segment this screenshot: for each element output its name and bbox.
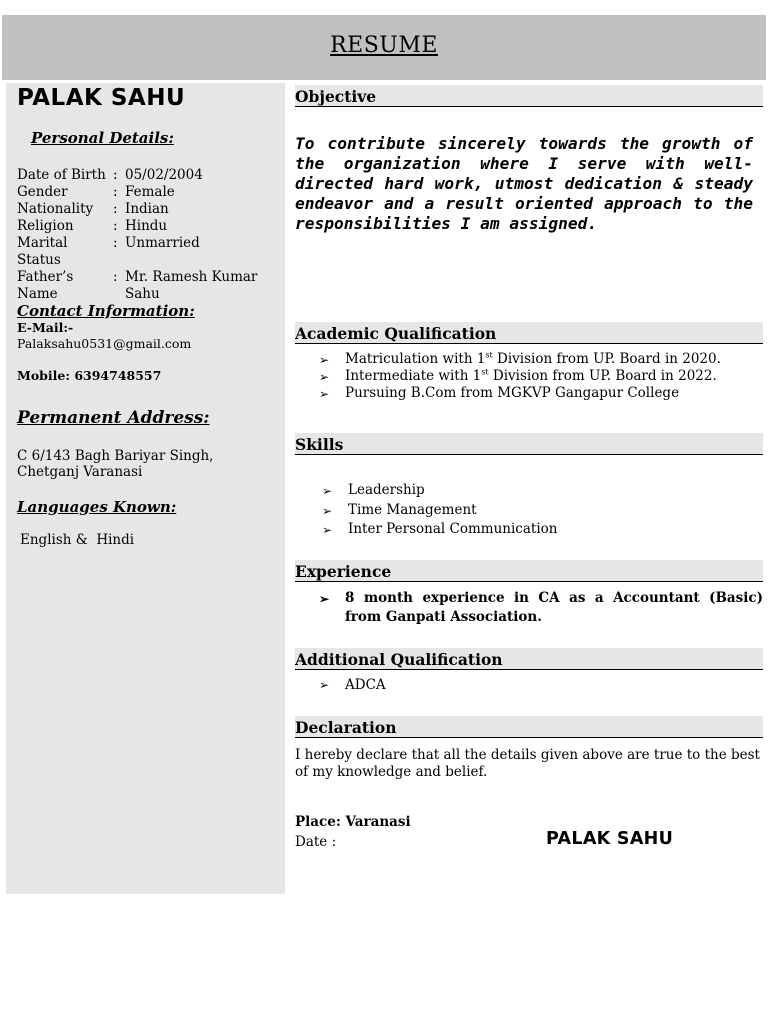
personal-label: Religion [17,218,74,234]
colon: : [113,184,118,200]
arrow-bullet-icon: ➢ [319,387,330,401]
left-sidebar [6,83,285,894]
additional-heading: Additional Qualification [295,650,503,669]
arrow-bullet-icon: ➢ [322,503,333,518]
ordinal-suffix: st [485,350,493,360]
resume-title: RESUME [330,33,438,58]
personal-row [17,235,265,269]
email-value: Palaksahu0531@gmail.com [17,336,192,351]
list-item [317,368,721,385]
skill-text: Leadership [348,482,425,498]
colon: : [113,218,118,234]
address-heading: Permanent Address: [17,408,210,428]
personal-label: Nationality [17,201,94,217]
place-line: Place: Varanasi [295,814,411,830]
personal-value: Mr. Ramesh Kumar Sahu [125,269,258,302]
personal-label: Marital Status [17,235,68,268]
objective-heading: Objective [295,87,377,106]
personal-value: Indian [125,201,169,217]
personal-label: Gender [17,184,68,200]
email-label: E-Mail:- [17,320,74,335]
skills-heading: Skills [295,435,344,454]
skill-text: Time Management [348,501,477,518]
skill-text: Inter Personal Communication [348,521,558,537]
personal-label: Father’s Name [17,269,74,302]
arrow-bullet-icon: ➢ [319,592,330,606]
list-item [320,520,557,540]
arrow-bullet-icon: ➢ [319,353,330,367]
languages-heading: Languages Known: [17,498,177,516]
colon: : [113,201,118,217]
colon: : [113,235,118,251]
list-item [320,481,557,501]
personal-row [17,218,265,235]
academic-text: Matriculation with 1 [345,351,486,367]
list-item [317,351,721,368]
experience-list [317,589,763,627]
signature-name: PALAK SAHU [546,829,674,849]
arrow-bullet-icon: ➢ [319,370,330,384]
personal-details-table [17,167,265,303]
list-item [317,589,763,627]
declaration-heading-bar [295,716,763,738]
list-item [317,385,721,402]
personal-row [17,269,265,303]
objective-text: To contribute sincerely towards the growth of the organization where I serve with well-directed hard work, utmost dedication & steady endeavor and a result oriented approach to the responsibilities I am assigned. [295,134,753,233]
date-line: Date : [295,834,337,850]
colon: : [113,167,118,183]
declaration-heading: Declaration [295,718,397,737]
additional-text: ADCA [345,677,386,693]
resume-header [2,15,766,80]
objective-heading-bar [295,85,763,107]
languages-value: English & Hindi [20,532,135,548]
personal-value: Hindu [125,218,168,234]
academic-text: Intermediate with 1 [345,368,482,384]
personal-label: Date of Birth [17,167,106,183]
additional-heading-bar [295,648,763,670]
address-value: C 6/143 Bagh Bariyar Singh, Chetganj Varanasi [17,448,214,480]
arrow-bullet-icon: ➢ [322,484,333,498]
contact-heading: Contact Information: [17,302,195,320]
ordinal-suffix: st [481,367,489,377]
list-item [317,677,386,693]
personal-value: Unmarried [125,235,200,251]
academic-text: Division from UP. Board in 2022. [488,368,717,384]
experience-text: 8 month experience in CA as a Accountant (Basic) from Ganpati Association. [345,590,763,625]
mobile-number: Mobile: 6394748557 [17,368,162,383]
declaration-text: I hereby declare that all the details given above are true to the best of my knowledge and belief. [295,747,760,780]
personal-row [17,167,265,184]
academic-list [317,351,721,402]
academic-heading-bar [295,322,763,344]
academic-heading: Academic Qualification [295,324,497,343]
experience-heading: Experience [295,562,392,581]
colon: : [113,269,118,285]
personal-value: Female [125,184,175,200]
candidate-name: PALAK SAHU [17,85,186,111]
additional-list [317,677,386,693]
list-item [320,501,557,521]
skills-list [320,481,557,540]
skills-heading-bar [295,433,763,455]
experience-heading-bar [295,560,763,582]
arrow-bullet-icon: ➢ [319,678,330,692]
personal-row [17,201,265,218]
arrow-bullet-icon: ➢ [322,523,333,537]
personal-details-heading: Personal Details: [31,129,174,147]
personal-row [17,184,265,201]
academic-text: Division from UP. Board in 2020. [492,351,721,367]
academic-text: Pursuing B.Com from MGKVP Gangapur College [345,385,680,401]
personal-value: 05/02/2004 [125,167,203,183]
